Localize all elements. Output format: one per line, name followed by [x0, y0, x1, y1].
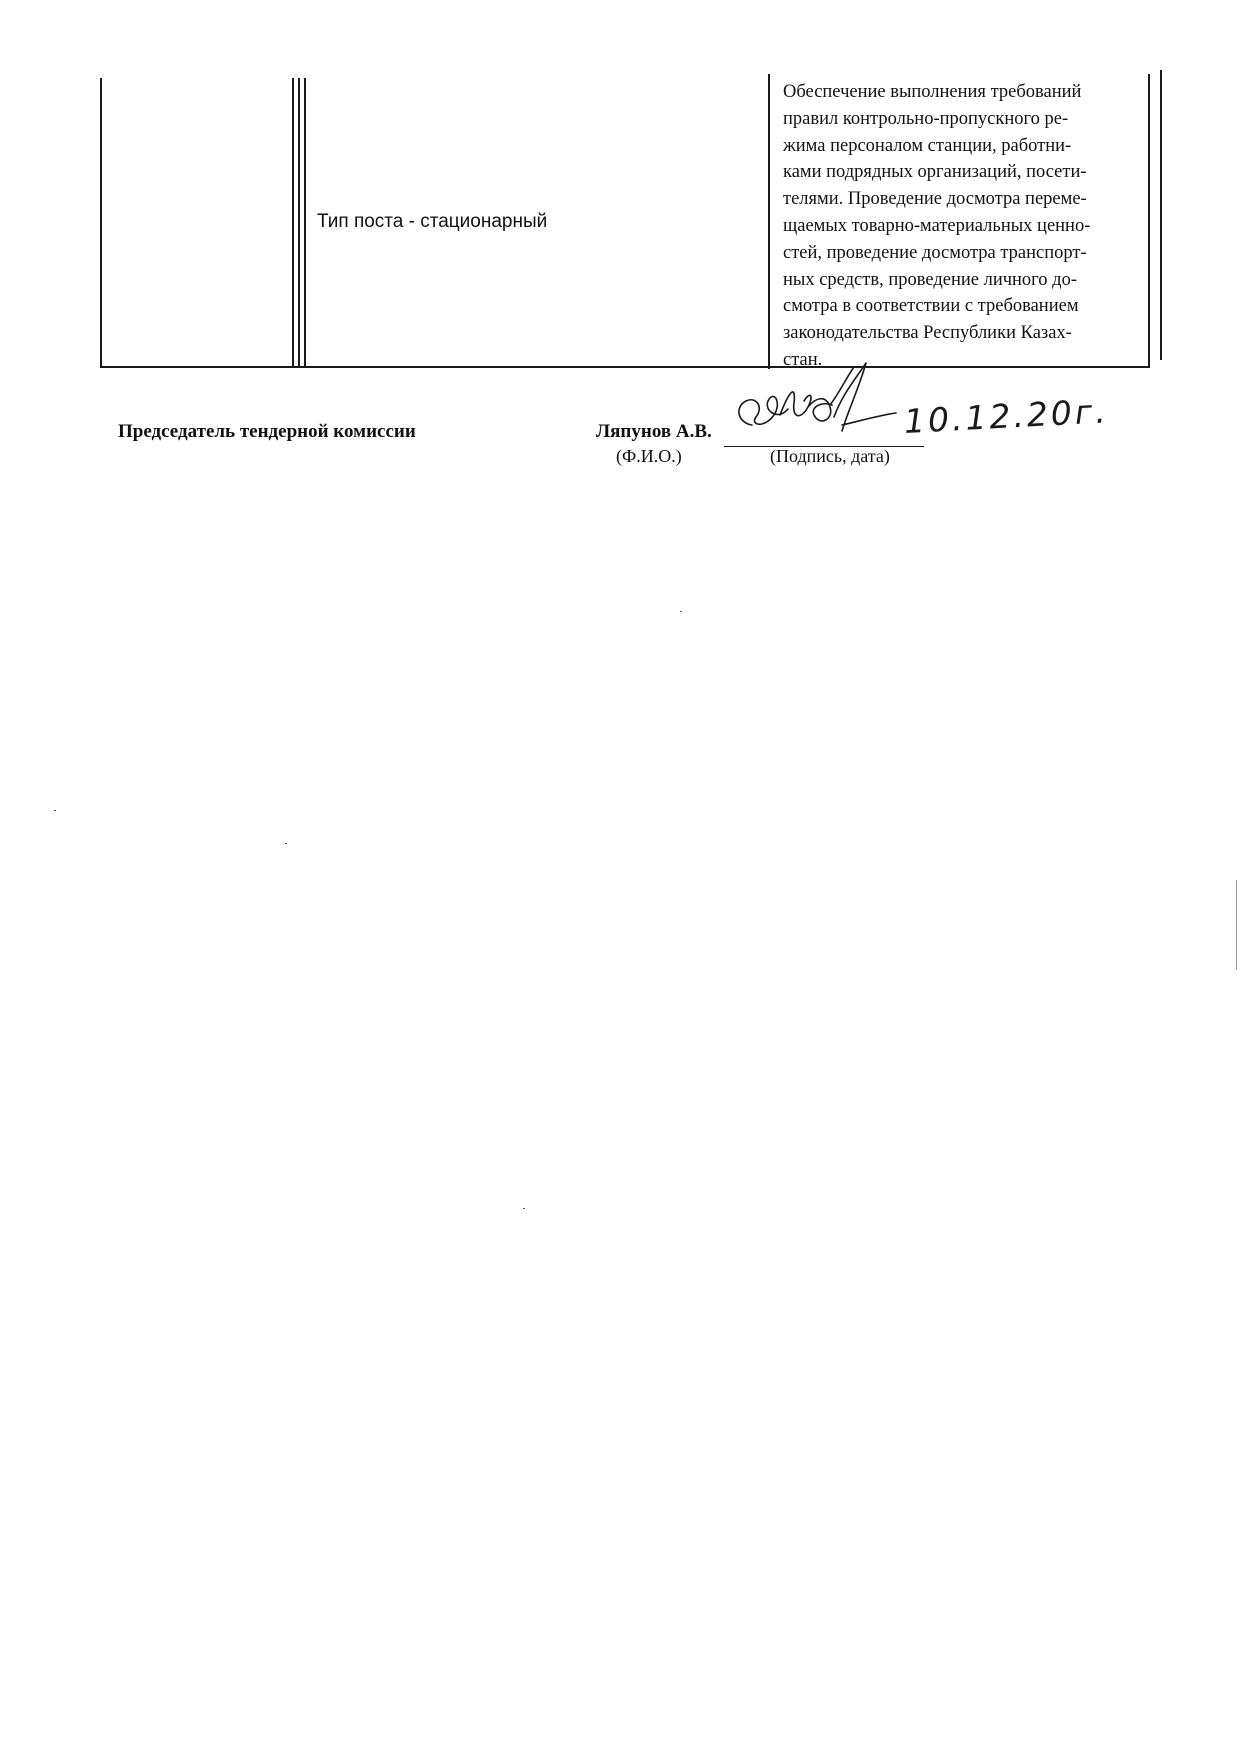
requirements-line: ных средств, проведение личного до-: [783, 269, 1077, 290]
scan-speck: [523, 1208, 525, 1209]
scan-speck: [680, 611, 682, 612]
requirements-cell: [783, 79, 1153, 374]
scan-speck: [54, 810, 56, 811]
signature-caption: (Подпись, дата): [770, 446, 890, 466]
table-border-col1-a: [292, 78, 294, 367]
requirements-line: ками подрядных организаций, посети-: [783, 162, 1087, 183]
requirements-line: смотра в соответствии с требованием: [783, 296, 1079, 317]
requirements-line: правил контрольно-пропускного ре-: [783, 108, 1069, 129]
chairman-name: Ляпунов А.В.: [596, 421, 712, 442]
table-border-col2: [768, 74, 770, 369]
name-caption: (Ф.И.О.): [616, 446, 682, 466]
scan-edge-mark: [1236, 880, 1237, 970]
requirements-line: жима персоналом станции, работни-: [783, 135, 1072, 156]
table-border-col1-b: [298, 78, 300, 367]
requirements-line: щаемых товарно-материальных ценно-: [783, 215, 1091, 236]
table-border-right: [1160, 70, 1162, 360]
requirements-line: стей, проведение досмотра транспорт-: [783, 242, 1087, 263]
handwritten-date: 10.12.20г.: [902, 391, 1110, 441]
requirements-line: стан.: [783, 349, 823, 370]
table-border-col1-c: [304, 78, 306, 367]
requirements-line: Обеспечение выполнения требований: [783, 82, 1082, 102]
post-type-cell: Тип поста - стационарный: [317, 211, 548, 232]
table-border-left: [100, 78, 102, 367]
scan-speck: [285, 843, 287, 844]
requirements-line: законодательства Республики Казах-: [783, 323, 1072, 344]
requirements-line: телями. Проведение досмотра переме-: [783, 189, 1087, 210]
chairman-label: Председатель тендерной комиссии: [118, 421, 416, 442]
